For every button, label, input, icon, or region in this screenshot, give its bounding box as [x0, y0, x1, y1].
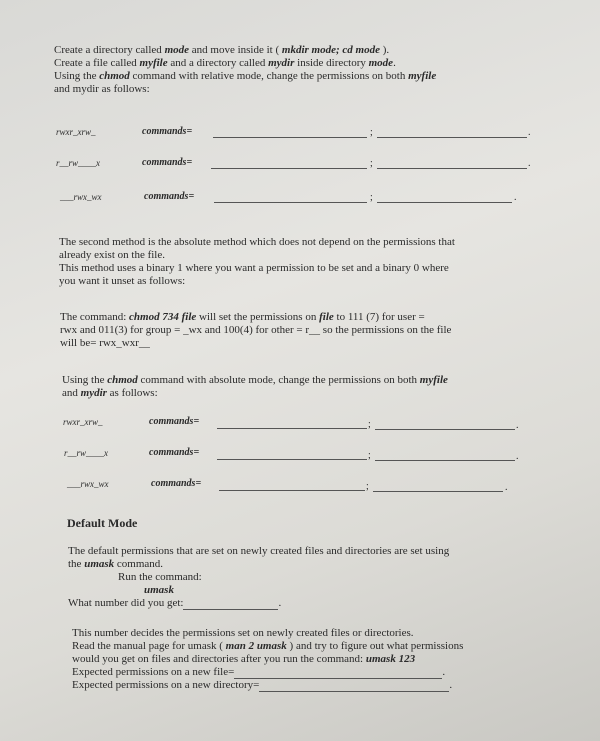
commands-label: commands= [142, 126, 193, 137]
directory-permissions-line: Expected permissions on a new directory= . [72, 679, 453, 691]
intro-paragraph [54, 44, 554, 96]
answer-blank-1[interactable] [217, 449, 367, 460]
period: . [514, 192, 517, 203]
answer-blank-1[interactable] [219, 480, 365, 491]
intro-line-4: and mydir as follows: [54, 83, 150, 95]
answer-blank-1[interactable] [211, 158, 367, 169]
answer-blank-1[interactable] [213, 127, 367, 138]
directory-permissions-blank[interactable] [259, 681, 449, 692]
intro-line-2: Create a file called myfile and a directory called mydir inside directory mode. [54, 57, 396, 69]
permission-pattern: ___rwx_wx [67, 479, 109, 489]
period: . [528, 158, 531, 169]
example-paragraph: The command: chmod 734 file will set the permissions on file to 111 (7) for user = rwx and 011(3) for group = _wx and 100(4) for other = r__ so the permissions on the file will be= rwx_wxr__ [60, 311, 452, 349]
answer-blank-2[interactable] [375, 419, 515, 430]
file-permissions-blank[interactable] [234, 668, 442, 679]
commands-label: commands= [144, 191, 195, 202]
umask-paragraph: This number decides the permissions set on newly created files or directories. Read the manual page for umask ( man 2 umask ) and try to figure out what permissions would you get on files and directories after you run the command: umask 123 Expected permissions on a new file= . Expected permissions on a new directory= . [72, 627, 552, 692]
file-permissions-line: Expected permissions on a new file= . [72, 666, 446, 678]
semicolon: ; [370, 158, 373, 169]
permission-pattern: rwxr_xrw_ [56, 127, 96, 137]
period: . [516, 451, 519, 462]
permission-pattern: rwxr_xrw_ [63, 417, 103, 427]
commands-label: commands= [149, 416, 200, 427]
answer-blank-2[interactable] [377, 158, 527, 169]
answer-blank-2[interactable] [377, 127, 527, 138]
answer-blank-2[interactable] [373, 481, 503, 492]
permission-pattern: r__rw____x [64, 448, 109, 458]
semicolon: ; [370, 192, 373, 203]
period: . [528, 127, 531, 138]
period: . [505, 482, 508, 493]
period: . [516, 420, 519, 431]
permission-pattern: ___rwx_wx [60, 192, 102, 202]
commands-label: commands= [151, 478, 202, 489]
permission-pattern: r__rw____x [56, 158, 101, 168]
umask-answer-line: What number did you get: . [68, 597, 282, 609]
answer-blank-2[interactable] [377, 192, 512, 203]
answer-blank-2[interactable] [375, 450, 515, 461]
answer-blank-1[interactable] [217, 418, 367, 429]
commands-label: commands= [142, 157, 193, 168]
default-mode-heading: Default Mode [67, 516, 138, 530]
answer-blank-1[interactable] [214, 192, 367, 203]
umask-answer-blank[interactable] [183, 599, 278, 610]
semicolon: ; [368, 419, 371, 430]
intro-line-3: Using the chmod command with relative mode, change the permissions on both myfile [54, 70, 437, 82]
semicolon: ; [370, 127, 373, 138]
absolute-task-paragraph: Using the chmod command with absolute mode, change the permissions on both myfile and mydir as follows: [62, 374, 448, 399]
intro-line-1: Create a directory called mode and move inside it ( mkdir mode; cd mode ). [54, 44, 390, 56]
semicolon: ; [368, 450, 371, 461]
absolute-method-paragraph: The second method is the absolute method which does not depend on the permissions that already exist on the file. This method uses a binary 1 where you want a permission to be set and a binary 0 where you want it unset as follows: [59, 236, 455, 287]
semicolon: ; [366, 481, 369, 492]
default-mode-paragraph: The default permissions that are set on newly created files and directories are set using the umask command. Run the command: umask What number did you get: . [68, 545, 538, 610]
commands-label: commands= [149, 447, 200, 458]
